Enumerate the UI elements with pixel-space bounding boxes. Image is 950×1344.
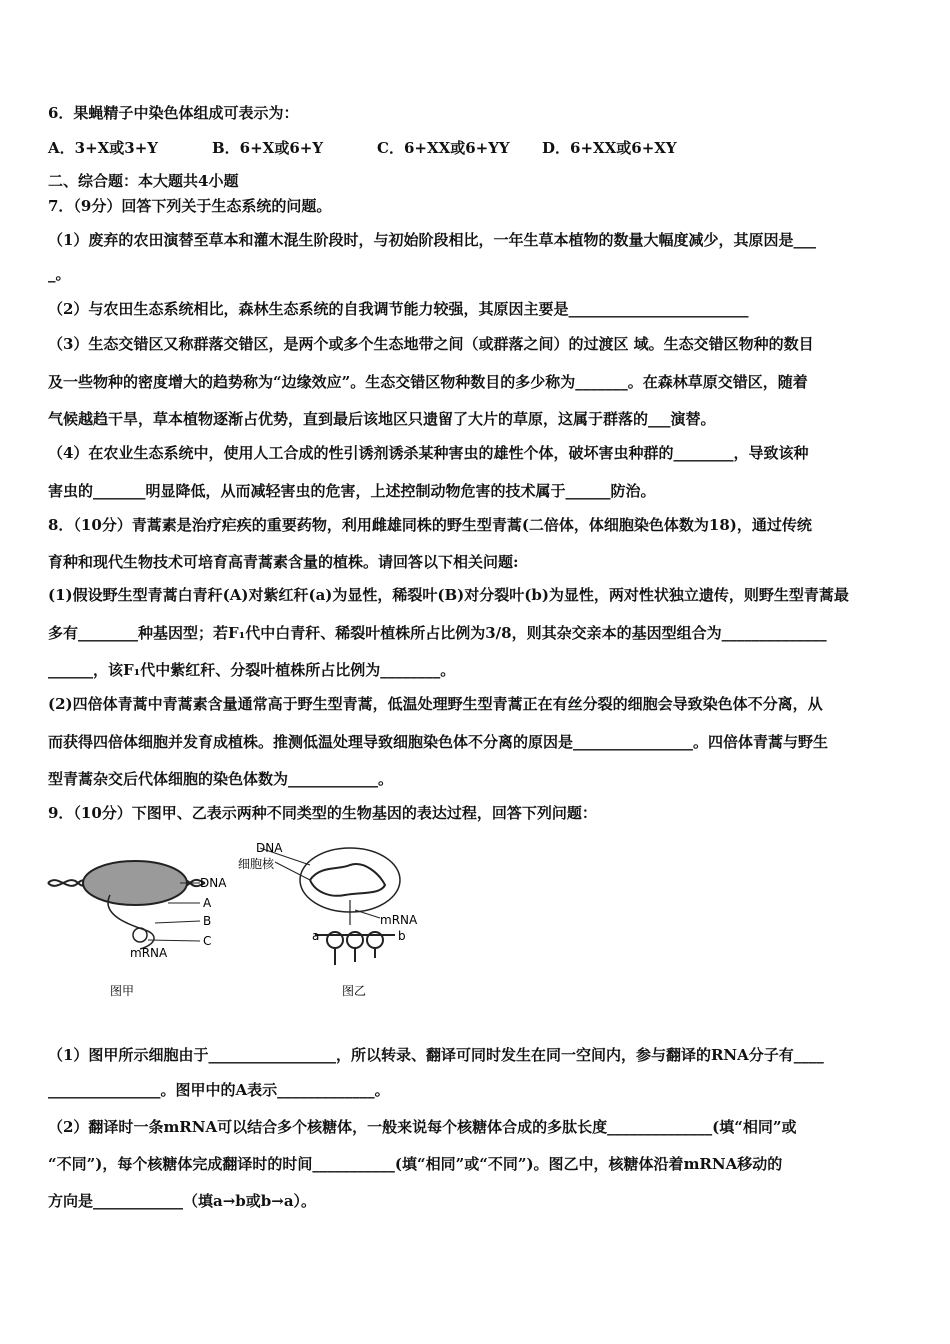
label-dna-yi: DNA bbox=[256, 841, 283, 855]
q8-stem: 8．（10分）青蒿素是治疗疟疾的重要药物，利用雌雄同株的野生型青蒿(二倍体，体细胞染色体数为18)，通过传统 bbox=[48, 516, 812, 534]
q8-part1: (1)假设野生型青蒿白青秆(A)对紫红秆(a)为显性，稀裂叶(B)对分裂叶(b)为显性，两对性状独立遗传，则野生型青蒿最 bbox=[48, 586, 849, 604]
q7-part3: （3）生态交错区又称群落交错区，是两个或多个生态地带之间（或群落之间）的过渡区 域。生态交错区物种的数目 bbox=[48, 335, 814, 353]
q7-part1-cont: _。 bbox=[48, 265, 71, 283]
q9-part2: （2）翻译时一条mRNA可以结合多个核糖体，一般来说每个核糖体合成的多肽长度______________(填“相同”或 bbox=[48, 1118, 797, 1136]
section-heading: 二、综合题：本大题共4小题 bbox=[48, 172, 239, 190]
label-dna-jia: DNA bbox=[200, 876, 227, 890]
label-a-jia: A bbox=[203, 896, 212, 910]
figure-yi bbox=[230, 840, 430, 1005]
q7-part2: （2）与农田生态系统相比，森林生态系统的自我调节能力较强，其原因主要是________________________ bbox=[48, 300, 749, 318]
label-mrna-yi: mRNA bbox=[380, 913, 418, 927]
q9-part2-cont2: 方向是____________（填a→b或b→a）。 bbox=[48, 1192, 317, 1210]
q6-stem: 6．果蝇精子中染色体组成可表示为： bbox=[48, 104, 299, 122]
label-nucleus-yi: 细胞核 bbox=[238, 857, 275, 871]
ribosome-jia bbox=[133, 928, 147, 942]
label-a-yi: a bbox=[312, 929, 320, 943]
label-b-yi: b bbox=[398, 929, 406, 943]
label-mrna-jia: mRNA bbox=[130, 946, 168, 960]
q6-option-a: A．3+X或3+Y bbox=[48, 139, 158, 157]
q8-stem-cont: 育种和现代生物技术可培育高青蒿素含量的植株。请回答以下相关问题: bbox=[48, 553, 519, 571]
q7-part4: （4）在农业生态系统中，使用人工合成的性引诱剂诱杀某种害虫的雄性个体，破坏害虫种群的________，导致该种 bbox=[48, 444, 809, 462]
q9-part2-cont1: “不同”)，每个核糖体完成翻译时的时间___________(填“相同”或“不同”)。图乙中，核糖体沿着mRNA移动的 bbox=[48, 1155, 783, 1173]
label-b-jia: B bbox=[203, 914, 212, 928]
q6-option-b: B．6+X或6+Y bbox=[212, 139, 324, 157]
q7-part1: （1）废弃的农田演替至草本和灌木混生阶段时，与初始阶段相比，一年生草本植物的数量大幅度减少，其原因是___ bbox=[48, 231, 816, 249]
dna-strand-yi bbox=[310, 864, 385, 896]
q9-part1: （1）图甲所示细胞由于_________________，所以转录、翻译可同时发生在同一空间内，参与翻译的RNA分子有____ bbox=[48, 1046, 824, 1064]
q7-part4-cont: 害虫的_______明显降低，从而减轻害虫的危害，上述控制动物危害的技术属于______防治。 bbox=[48, 482, 656, 500]
figure-jia bbox=[40, 845, 240, 1005]
q6-option-c: C．6+XX或6+YY bbox=[377, 139, 510, 157]
q8-part1-cont2: ______，该F₁代中紫红秆、分裂叶植株所占比例为________。 bbox=[48, 661, 456, 679]
q9-stem: 9．（10分）下图甲、乙表示两种不同类型的生物基因的表达过程，回答下列问题： bbox=[48, 804, 597, 822]
q8-part1-cont1: 多有________种基因型；若F₁代中白青秆、稀裂叶植株所占比例为3/8，则其杂交亲本的基因型组合为______________ bbox=[48, 624, 827, 642]
q7-part3-cont1: 及一些物种的密度增大的趋势称为“边缘效应”。生态交错区物种数目的多少称为_______。在森林草原交错区，随着 bbox=[48, 373, 808, 391]
q7-part3-cont2: 气候越趋干旱，草本植物逐渐占优势，直到最后该地区只遗留了大片的草原，这属于群落的___演替。 bbox=[48, 410, 716, 428]
q8-part2-cont1: 而获得四倍体细胞并发育成植株。推测低温处理导致细胞染色体不分离的原因是________________。四倍体青蒿与野生 bbox=[48, 733, 829, 751]
bacterial-cell-jia bbox=[83, 861, 187, 905]
q8-part2-cont2: 型青蒿杂交后代体细胞的染色体数为____________。 bbox=[48, 770, 394, 788]
q7-stem: 7．（9分）回答下列关于生态系统的问题。 bbox=[48, 197, 332, 215]
q8-part2: (2)四倍体青蒿中青蒿素含量通常高于野生型青蒿，低温处理野生型青蒿正在有丝分裂的细胞会导致染色体不分离，从 bbox=[48, 695, 823, 713]
q6-option-d: D．6+XX或6+XY bbox=[542, 139, 677, 157]
label-c-jia: C bbox=[203, 934, 212, 948]
caption-yi: 图乙 bbox=[342, 984, 367, 998]
caption-jia: 图甲 bbox=[110, 984, 135, 998]
q9-part1-cont: _______________。图甲中的A表示_____________。 bbox=[48, 1081, 390, 1099]
